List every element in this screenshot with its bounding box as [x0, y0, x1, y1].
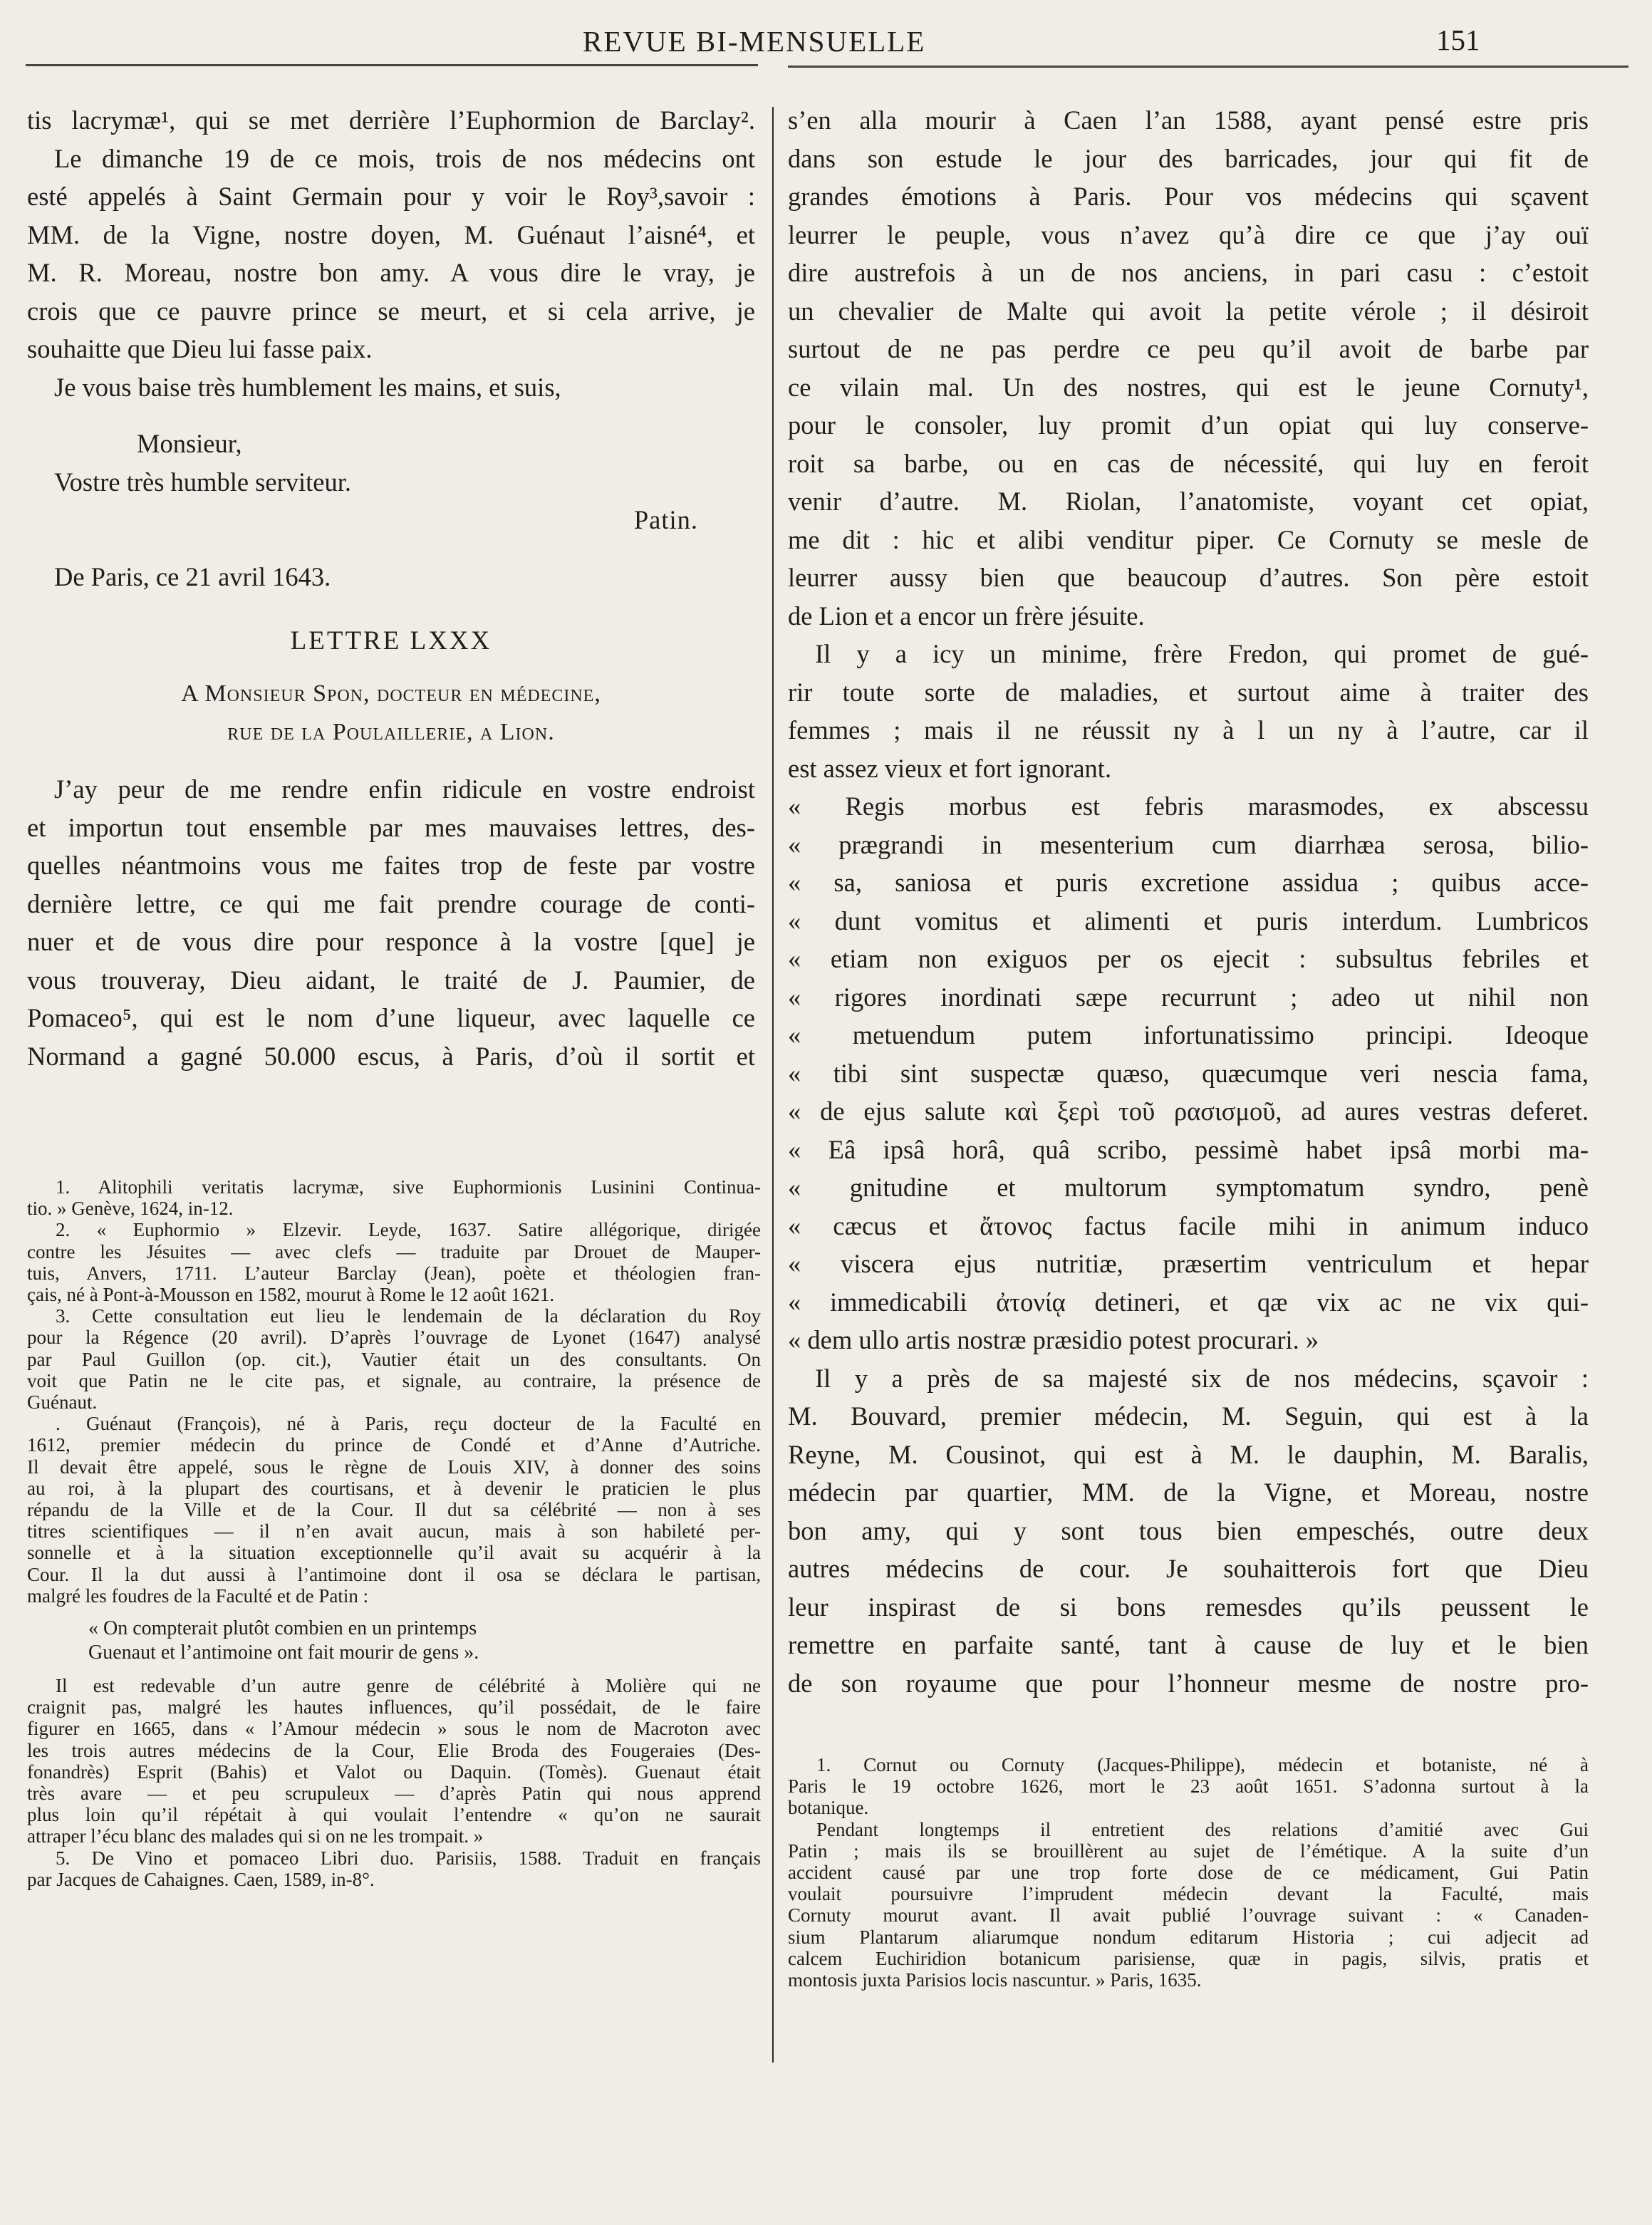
page-header [0, 21, 1652, 57]
text-line: médecin par quartier, MM. de la Vigne, et Moreau, nostre [788, 1478, 1589, 1507]
text-line: vous trouveray, Dieu aidant, le traité de J. Paumier, de [27, 965, 755, 995]
text-line: leur inspirast de si bons remesdes qu’ils peussent le [788, 1592, 1589, 1622]
text-line: remettre en parfaite santé, tant à cause de luy et le bien [788, 1630, 1589, 1659]
text-line: est assez vieux et fort ignorant. [788, 753, 1112, 783]
text-line: Je vous baise très humblement les mains, et suis, [54, 372, 561, 402]
footnote-quote-line: Guenaut et l’antimoine ont fait mourir de gens ». [88, 1641, 479, 1664]
paragraph [788, 635, 1589, 787]
closing: Vostre très humble serviteur. [54, 467, 351, 497]
paragraph [788, 101, 1589, 635]
address-line: rue de la Poulaillerie, a Lion. [227, 719, 555, 745]
footnote-line: au roi, à la plupart des courtisans, et à devenir le praticien le plus [27, 1477, 761, 1499]
quote-line: « Regis morbus est febris marasmodes, ex abscessu [788, 792, 1589, 821]
footnotes-left [27, 1176, 761, 1890]
text-line: surtout de ne pas perdre ce peu qu’il avoit de barbe par [788, 334, 1589, 363]
footnote-line: les trois autres médecins de la Cour, Elie Broda des Fougeraies (Des- [27, 1739, 761, 1761]
text-line: de son royaume que pour l’honneur mesme de nostre pro- [788, 1668, 1589, 1698]
footnote-line: malgré les foudres de la Faculté et de Patin : [27, 1585, 369, 1607]
footnote-line: tio. » Genève, 1624, in-12. [27, 1198, 234, 1220]
footnote-line: calcem Euchiridion botanicum parisiense, quæ in pagis, silvis, pratis et [788, 1947, 1589, 1969]
footnote-line: Cour. Il la dut aussi à l’antimoine dont il osa se déclara le partisan, [27, 1563, 761, 1585]
quote-line: « sa, saniosa et puris excretione assidua ; quibus acce- [788, 868, 1589, 897]
text-line: nuer et de vous dire pour responce à la vostre [que] je [27, 927, 755, 956]
footnote-line: voit que Patin ne le cite pas, et signale, au contraire, la présence de [27, 1369, 761, 1391]
quote-line: « viscera ejus nutritiæ, præsertim ventriculum et hepar [788, 1249, 1589, 1278]
latin-quote [788, 787, 1589, 1359]
running-title: REVUE BI-MENSUELLE [583, 25, 926, 58]
footnote-line: Cornuty mourut avant. Il avait publié l’ouvrage suivant : « Canaden- [788, 1904, 1589, 1926]
footnotes-right [788, 1754, 1589, 1991]
text-line: me dit : hic et alibi venditur piper. Ce Cornuty se mesle de [788, 524, 1589, 554]
footnote-line: 1612, premier médecin du prince de Condé et d’Anne d’Autriche. [27, 1434, 761, 1456]
text-line: crois que ce pauvre prince se meurt, et si cela arrive, je [27, 296, 755, 326]
letter-heading: LETTRE LXXX [290, 626, 492, 655]
footnote-line: plus loin qu’il répétait à qui voulait l’entendre « qu’on ne saurait [27, 1804, 761, 1826]
footnote-line: contre les Jésuites — avec clefs — traduite par Drouet de Mauper- [27, 1240, 761, 1262]
footnote-line: Pendant longtemps il entretient des relations d’amitié avec Gui [816, 1818, 1589, 1840]
text-line: M. Bouvard, premier médecin, M. Seguin, qui est à la [788, 1401, 1589, 1431]
text-line: roit sa barbe, ou en cas de nécessité, qui luy en feroit [788, 448, 1589, 478]
header-rule-left [26, 64, 758, 66]
quote-line: « prægrandi in mesenterium cum diarrhæa serosa, bilio- [788, 829, 1589, 859]
signature: Patin. [633, 505, 698, 534]
footnote-quote-line: « On compterait plutôt combien en un printemps [88, 1617, 477, 1640]
footnote-line: Il devait être appelé, sous le règne de Louis XIV, à donner des soins [27, 1456, 761, 1478]
footnote-line: figurer en 1665, dans « l’Amour médecin » sous le nom de Macroton avec [27, 1718, 761, 1740]
text-line: leurrer aussy bien que beaucoup d’autres. Son père estoit [788, 563, 1589, 592]
footnote-line: par Paul Guillon (op. cit.), Vautier était un des consultants. On [27, 1348, 761, 1370]
spacer [27, 1665, 761, 1675]
text-line: esté appelés à Saint Germain pour y voir le Roy³,savoir : [27, 182, 755, 211]
text-line: Il y a près de sa majesté six de nos médecins, sçavoir : [815, 1363, 1589, 1393]
text-line: ce vilain mal. Un des nostres, qui est le jeune Cornuty¹, [788, 372, 1589, 402]
text-line: un chevalier de Malte qui avoit la petite vérole ; il désiroit [788, 296, 1589, 326]
footnote-line: pour la Régence (20 avril). D’après l’ouvrage de Lyonet (1647) analysé [27, 1327, 761, 1349]
salutation: Monsieur, [137, 429, 242, 458]
text-line: femmes ; mais il ne réussit ny à l un ny à l’autre, car il [788, 715, 1589, 745]
text-line: venir d’autre. M. Riolan, l’anatomiste, voyant cet opiat, [788, 487, 1589, 516]
text-line: dans son estude le jour des barricades, jour qui fit de [788, 143, 1589, 173]
text-line: pour le consoler, luy promit d’un opiat qui luy conserve- [788, 410, 1589, 440]
text-line: autres médecins de cour. Je souhaitterois fort que Dieu [788, 1554, 1589, 1583]
footnote-line: tuis, Anvers, 1711. L’auteur Barclay (Jean), poète et théologien fran- [27, 1262, 761, 1284]
footnote-line: Il est redevable d’un autre genre de célébrité à Molière qui ne [56, 1675, 761, 1697]
letter-body [27, 770, 755, 1075]
spacer [27, 406, 755, 425]
text-line: J’ay peur de me rendre enfin ridicule en vostre endroist [54, 774, 755, 804]
text-line: quelles néantmoins vous me faites trop de feste par vostre [27, 851, 755, 880]
quote-line: « cæcus et ἄτονος factus facile mihi in animum induco [788, 1210, 1589, 1240]
footnote-line: accident causé par une trop forte dose de ce médicament, Gui Patin [788, 1862, 1589, 1884]
header-rule-right [788, 66, 1628, 68]
right-column [788, 101, 1589, 1702]
footnote-line: 2. « Euphormio » Elzevir. Leyde, 1637. Satire allégorique, dirigée [56, 1219, 761, 1241]
footnote-line: par Jacques de Cahaignes. Caen, 1589, in-8°. [27, 1868, 375, 1890]
left-column [27, 101, 755, 1075]
footnote-line: voulait poursuivre l’imprudent médecin devant la Faculté, mais [788, 1883, 1589, 1905]
text-line: tis lacrymæ¹, qui se met derrière l’Euphormion de Barclay². [27, 105, 755, 135]
footnote-line: . Guénaut (François), né à Paris, reçu docteur de la Faculté en [56, 1413, 761, 1435]
dateline: De Paris, ce 21 avril 1643. [54, 561, 331, 591]
text-line: Le dimanche 19 de ce mois, trois de nos médecins ont [54, 143, 755, 173]
quote-line: « Eâ ipsâ horâ, quâ scribo, pessimè habet ipsâ morbi ma- [788, 1134, 1589, 1164]
footnote-line: craignit pas, malgré les hautes influences, qu’il possédait, de le faire [27, 1696, 761, 1718]
text-line: Il y a icy un minime, frère Fredon, qui promet de gué- [815, 639, 1589, 668]
letter-end-text [27, 101, 755, 406]
text-line: bon amy, qui y sont tous bien empeschés, outre deux [788, 1515, 1589, 1545]
column-divider [772, 107, 774, 2063]
footnote-line: titres scientifiques — il n’en avait aucun, mais à son habileté per- [27, 1520, 761, 1542]
footnote-line: Guénaut. [27, 1391, 98, 1414]
text-line: dire austrefois à un de nos anciens, in pari casu : c’estoit [788, 258, 1589, 287]
quote-line: « dunt vomitus et alimenti et puris interdum. Lumbricos [788, 906, 1589, 935]
quote-line: « rigores inordinati sæpe recurrunt ; adeo ut nihil non [788, 982, 1589, 1012]
footnote-line: très avare — et peu scrupuleux — d’après Patin qui nous apprend [27, 1783, 761, 1805]
spacer [27, 539, 755, 558]
address-line: A Monsieur Spon, docteur en médecine, [181, 680, 601, 707]
footnote-line: répandu de la Ville et de la Cour. Il dut sa célébrité — non à ses [27, 1499, 761, 1521]
quote-line: « metuendum putem infortunatissimo principi. Ideoque [788, 1020, 1589, 1049]
text-line: Pomaceo⁵, qui est le nom d’une liqueur, avec laquelle ce [27, 1003, 755, 1032]
footnote-line: attraper l’écu blanc des malades qui si on ne les trompait. » [27, 1825, 484, 1847]
quote-line: « etiam non exiguos per os ejecit : subsultus febriles et [788, 944, 1589, 973]
text-line: rir toute sorte de maladies, et surtout aime à traiter des [788, 677, 1589, 707]
quote-line: « gnitudine et multorum symptomatum syndro, penè [788, 1173, 1589, 1202]
text-line: M. R. Moreau, nostre bon amy. A vous dire le vray, je [27, 258, 755, 287]
text-line: dernière lettre, ce qui me fait prendre courage de conti- [27, 888, 755, 918]
footnote-line: 3. Cette consultation eut lieu le lendemain de la déclaration du Roy [56, 1305, 761, 1327]
text-line: souhaitte que Dieu lui fasse paix. [27, 334, 373, 363]
footnote-line: 5. De Vino et pomaceo Libri duo. Parisiis, 1588. Traduit en français [56, 1847, 761, 1869]
footnote-line: sonnelle et à la situation exceptionnelle qu’il avait su acquérir à la [27, 1542, 761, 1564]
footnote-line: fonandrès) Esprit (Bahis) et Valot ou Daquin. (Tomès). Guenaut était [27, 1760, 761, 1783]
footnote-line: 1. Cornut ou Cornuty (Jacques-Philippe), médecin et botaniste, né à [816, 1754, 1589, 1775]
footnote-line: botanique. [788, 1797, 869, 1819]
quote-line: « dem ullo artis nostræ præsidio potest procurari. » [788, 1325, 1319, 1354]
quote-line: « immedicabili ἀτονίᾳ detineri, et qæ vix ac ne vix qui- [788, 1287, 1589, 1317]
quote-line: « de ejus salute καὶ ξερὶ τοῦ ρασισμοῦ, ad aures vestras deferet. [788, 1096, 1589, 1126]
text-line: Reyne, M. Cousinot, qui est à M. le dauphin, M. Baralis, [788, 1439, 1589, 1469]
footnote-line: çais, né à Pont-à-Mousson en 1582, mourut à Rome le 12 août 1621. [27, 1284, 555, 1306]
footnote-line: 1. Alitophili veritatis lacrymæ, sive Euphormionis Lusinini Continua- [56, 1176, 761, 1198]
paragraph [788, 1359, 1589, 1703]
spacer [27, 1607, 761, 1617]
footnote-line: Paris le 19 octobre 1626, mort le 23 août 1651. S’adonna surtout à la [788, 1775, 1589, 1798]
text-line: leurrer le peuple, vous n’avez qu’à dire ce que j’ay ouï [788, 219, 1589, 249]
text-line: grandes émotions à Paris. Pour vos médecins qui sçavent [788, 182, 1589, 211]
text-line: MM. de la Vigne, nostre doyen, M. Guénaut l’aisné⁴, et [27, 219, 755, 249]
text-line: s’en alla mourir à Caen l’an 1588, ayant pensé estre pris [788, 105, 1589, 135]
page-number: 151 [1436, 24, 1480, 56]
footnote-line: Patin ; mais ils se brouillèrent au sujet de l’émétique. A la suite d’un [788, 1840, 1589, 1862]
text-line: et importun tout ensemble par mes mauvaises lettres, des- [27, 812, 755, 842]
footnote-line: sium Plantarum aliarumque nondum editarum Historia ; cui adjecit ad [788, 1926, 1589, 1948]
text-line: de Lion et a encor un frère jésuite. [788, 601, 1145, 631]
text-line: Normand a gagné 50.000 escus, à Paris, d’où il sortit et [27, 1041, 755, 1071]
quote-line: « tibi sint suspectæ quæso, quæcumque veri nescia fama, [788, 1058, 1589, 1088]
footnote-line: montosis juxta Parisios locis nascuntur. » Paris, 1635. [788, 1969, 1202, 1991]
